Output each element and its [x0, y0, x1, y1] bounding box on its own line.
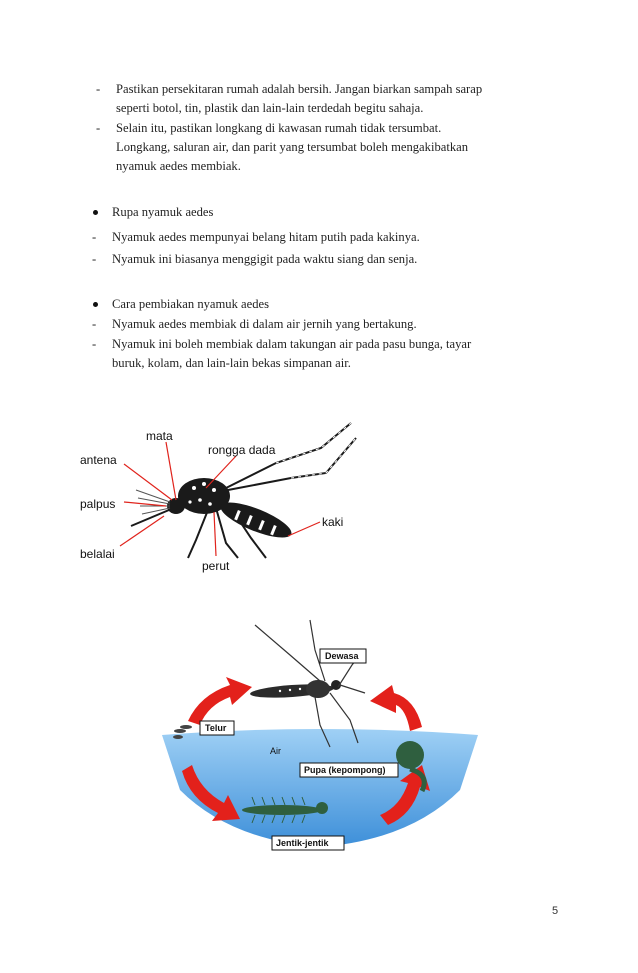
label-perut: perut: [202, 559, 230, 573]
label-kaki: kaki: [322, 515, 344, 529]
pembiakan-dash2: -: [92, 337, 97, 351]
page-number: 5: [552, 905, 559, 917]
mosquito-anatomy-diagram: [76, 418, 376, 578]
item2-line3: nyamuk aedes membiak.: [116, 159, 241, 173]
water-area: [162, 729, 478, 847]
label-palpus: palpus: [80, 497, 116, 511]
item2-line2: Longkang, saluran air, dan parit yang tersumbat boleh mengakibatkan: [116, 140, 469, 154]
item1-line1: Pastikan persekitaran rumah adalah bersih. Jangan biarkan sampah sarap: [116, 82, 483, 96]
label-dewasa: Dewasa: [325, 651, 359, 661]
label-antena: antena: [80, 453, 117, 467]
label-air: Air: [270, 746, 281, 756]
bullet-rupa: [93, 210, 98, 215]
pembiakan-line3: buruk, kolam, dan lain-lain bekas simpanan air.: [112, 356, 351, 370]
label-rongga-dada: rongga dada: [208, 443, 276, 457]
label-telur: Telur: [205, 723, 227, 733]
pembiakan-dash1: -: [92, 317, 97, 331]
heading-pembiakan: Cara pembiakan nyamuk aedes: [112, 297, 270, 311]
adult-mosquito: [250, 620, 365, 747]
rupa-line1: Nyamuk aedes mempunyai belang hitam putih pada kakinya.: [112, 230, 420, 244]
pembiakan-line1: Nyamuk aedes membiak di dalam air jernih yang bertakung.: [112, 317, 417, 331]
label-jentik: Jentik-jentik: [276, 838, 329, 848]
item2-dash: -: [96, 121, 101, 135]
label-mata: mata: [146, 429, 173, 443]
bullet-pembiakan: [93, 302, 98, 307]
label-pupa: Pupa (kepompong): [304, 765, 386, 775]
item1-dash: -: [96, 82, 101, 96]
rupa-dash1: -: [92, 230, 97, 244]
label-belalai: belalai: [80, 547, 115, 561]
rupa-line2: Nyamuk ini biasanya menggigit pada waktu siang dan senja.: [112, 252, 418, 266]
heading-rupa: Rupa nyamuk aedes: [112, 205, 214, 219]
item2-line1: Selain itu, pastikan longkang di kawasan rumah tidak tersumbat.: [116, 121, 442, 135]
pembiakan-line2: Nyamuk ini boleh membiak dalam takungan air pada pasu bunga, tayar: [112, 337, 472, 351]
lifecycle-diagram: [160, 615, 480, 860]
item1-line2: seperti botol, tin, plastik dan lain-lain terdedah begitu sahaja.: [116, 101, 424, 115]
rupa-dash2: -: [92, 252, 97, 266]
